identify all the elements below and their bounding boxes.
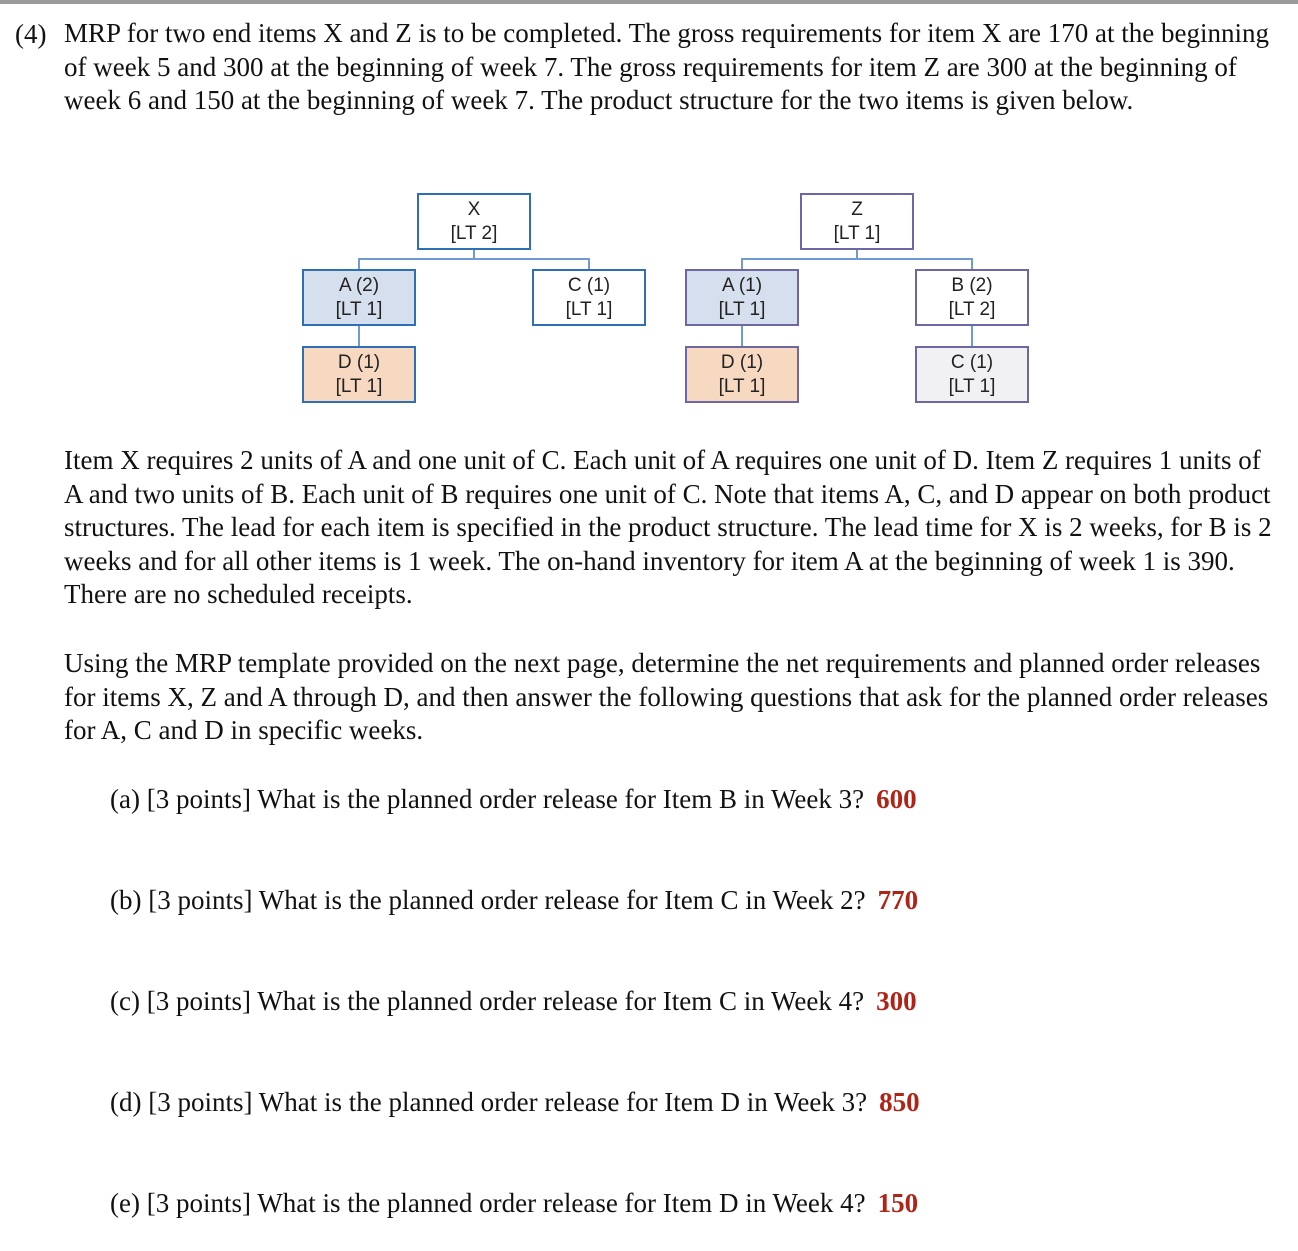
question-b [110, 883, 918, 917]
node-lead-time: [LT 1] [718, 376, 766, 397]
problem-number: (4) [15, 19, 47, 49]
node-label: A (2) [338, 275, 380, 296]
question-text: (d) [3 points] What is the planned order release for Item D in Week 3? [110, 1087, 868, 1117]
node-label: D (1) [337, 352, 381, 373]
node-label: D (1) [720, 352, 764, 373]
node-label: C (1) [567, 275, 611, 296]
node-x-c [532, 269, 646, 326]
problem-description: Item X requires 2 units of A and one unit of C. Each unit of A requires one unit of D. Item Z requires 1 units of A and two units of B. Each unit of B requires one unit of C. Note that items A, C, and D appear on both product structures. The lead for each item is specified in the product structure. The lead time for X is 2 weeks, for B is 2 weeks and for all other items is 1 week. The on-hand inventory for item A at the beginning of week 1 is 390. There are no scheduled receipts. [64, 445, 1272, 609]
connector [588, 258, 590, 269]
node-x-root [417, 193, 531, 250]
connector [741, 326, 743, 346]
question-d [110, 1085, 920, 1119]
question-e [110, 1186, 918, 1220]
question-text: (e) [3 points] What is the planned order release for Item D in Week 4? [110, 1188, 866, 1218]
answer-value: 600 [876, 784, 917, 814]
node-z-root [800, 193, 914, 250]
node-z-a [685, 269, 799, 326]
top-rule [0, 0, 1298, 4]
node-x-a [302, 269, 416, 326]
node-lead-time: [LT 1] [335, 299, 383, 320]
node-lead-time: [LT 1] [718, 299, 766, 320]
answer-value: 850 [879, 1087, 920, 1117]
answer-value: 300 [876, 986, 917, 1016]
node-x-d [302, 346, 416, 403]
node-z-d [685, 346, 799, 403]
question-text: (b) [3 points] What is the planned order release for Item C in Week 2? [110, 885, 866, 915]
connector [358, 258, 360, 269]
node-lead-time: [LT 1] [565, 299, 613, 320]
answer-value: 150 [877, 1188, 919, 1218]
node-lead-time: [LT 2] [948, 299, 996, 320]
node-lead-time: [LT 2] [450, 223, 498, 244]
connector [971, 258, 973, 269]
node-lead-time: [LT 1] [833, 223, 881, 244]
node-z-c [915, 346, 1029, 403]
question-c [110, 984, 917, 1018]
problem-intro: MRP for two end items X and Z is to be completed. The gross requirements for item X are 170 at the beginning of week 5 and 300 at the beginning of week 7. The gross requirements for item Z are 300 at the beginning of week 6 and 150 at the beginning of week 7. The product structure for the two items is given below. [64, 18, 1269, 115]
connector [971, 326, 973, 346]
connector [358, 326, 360, 346]
node-z-b [915, 269, 1029, 326]
question-text: (c) [3 points] What is the planned order release for Item C in Week 4? [110, 986, 865, 1016]
answer-value: 770 [877, 885, 919, 915]
node-lead-time: [LT 1] [948, 376, 996, 397]
question-text: (a) [3 points] What is the planned order release for Item B in Week 3? [110, 784, 865, 814]
node-label: X [467, 199, 481, 220]
question-a [110, 782, 917, 816]
connector [358, 258, 590, 260]
problem-instructions: Using the MRP template provided on the next page, determine the net requirements and planned order releases for items X, Z and A through D, and then answer the following questions that ask for the planned order releases for A, C and D in specific weeks. [64, 648, 1269, 745]
node-label: A (1) [721, 275, 763, 296]
connector [741, 258, 743, 269]
connector [741, 258, 973, 260]
node-label: C (1) [950, 352, 994, 373]
node-label: B (2) [951, 275, 993, 296]
node-lead-time: [LT 1] [335, 376, 383, 397]
node-label: Z [851, 199, 863, 220]
